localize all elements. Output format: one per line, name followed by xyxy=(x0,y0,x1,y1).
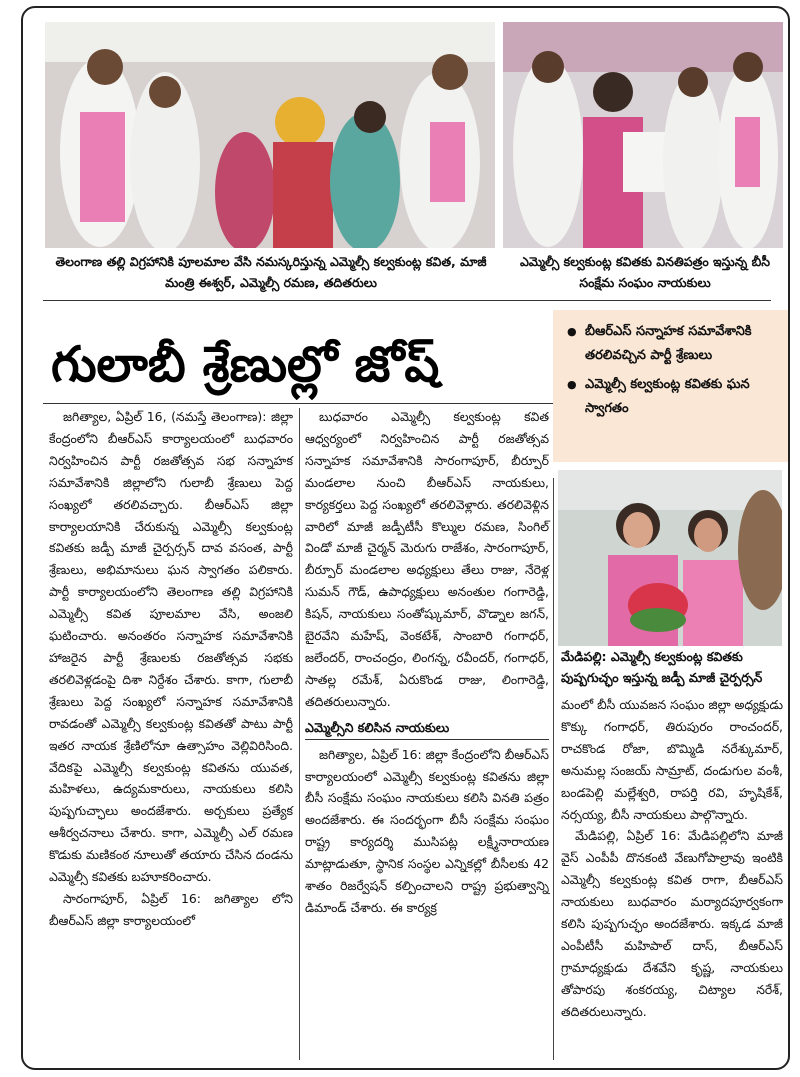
subhead: ఎమ్మెల్సీని కలిసిన నాయకులు xyxy=(305,715,549,740)
section-divider xyxy=(43,403,553,404)
column-divider xyxy=(299,408,300,1060)
article-column-2 xyxy=(305,406,549,919)
article-paragraph: జగిత్యాల, ఏప్రిల్ 16: జిల్లా కేంద్రంలోని బీఆర్ఎస్ కార్యాలయంలో ఎమ్మెల్సీ కల్వకుంట్ల కవితను జిల్లా బీసీ సంక్షేమ సంఘం నాయకులు కలిసి వినతి పత్రం అందజేశారు. ఈ సందర్భంగా బీసీ సంక్షేమ సంఘం రాష్ట్ర కార్యదర్శి ముసిపట్ల లక్ష్మీనారాయణ మాట్లాడుతూ, స్థానిక సంస్థల ఎన్నికల్లో బీసీలకు 42 శాతం రిజర్వేషన్ కల్పించాలని రాష్ట్ర ప్రభుత్వాన్ని డిమాండ్ చేశారు. ఈ కార్యక్ర xyxy=(305,746,549,915)
photo2-caption: ఎమ్మెల్సీ కల్వకుంట్ల కవితకు వినతిపత్రం ఇస్తున్న బీసీ సంక్షేమ సంఘం నాయకులు xyxy=(520,254,770,290)
article-column-1 xyxy=(49,406,293,932)
highlights-box xyxy=(553,310,790,462)
article-paragraph: మేడిపల్లి, ఏప్రిల్ 16: మేడిపల్లిలోని మాజీ వైస్ ఎంపీపీ దొనకంటి వేణుగోపాల్రావు ఇంటికి ఎమ్మెల్సీ కల్వకుంట్ల కవిత రాగా, బీఆర్ఎస్ నాయకులు బుధవారం మర్యాదపూర్వకంగా కలిసి పుష్పగుచ్ఛం అందజేశారు. ఇక్కడ మాజీ ఎంపీటీసీ మహిపాల్ దాస్, బీఆర్ఎస్ గ్రామాధ్యక్షుడు దేశవేని కృష్ణ, నాయకులు తోపారపు శంకరయ్య, చిట్యాల నరేశ్, తదితరులున్నారు. xyxy=(561,828,783,1019)
article-paragraph: బుధవారం ఎమ్మెల్సీ కల్వకుంట్ల కవిత ఆధ్వర్యంలో నిర్వహించిన పార్టీ రజతోత్సవ సన్నాహక సమావేశానికి సారంగాపూర్, బీర్పూర్ మండలాల నుంచి బీఆర్ఎస్ నాయకులు, కార్యకర్తలు పెద్ద సంఖ్యలో తరలివెళ్లారు. తరలివెళ్లిన వారిలో మాజీ జడ్పీటీసీ కొల్ముల రమణ, సింగిల్ విండో మాజీ చైర్మన్ మెరుగు రాజేశం, సారంగాపూర్, బీర్పూర్ మండలాల అధ్యక్షులు తేలు రాజు, నేరెళ్ల సుమన్ గౌడ్, ఉపాధ్యక్షులు అనంతుల గంగారెడ్డి, కిషన్, నాయకులు సంతోష్కుమార్, వొడ్నాల జగన్, బైరవేని మహేష్, వెంకటేశ్, సాంబారి గంగాధర్, జలేందర్, రాంచంద్రం, లింగన్న, రవీందర్, గంగాధర్, సాతల్ల రమేశ్, ఏరుకొండ రాజు, లింగారెడ్డి, తదితరులున్నారు. xyxy=(305,409,549,709)
photo3-caption: మేడిపల్లి: ఎమ్మెల్సీ కల్వకుంట్ల కవితకు పుష్పగుచ్ఛం ఇస్తున్న జడ్పీ మాజీ చైర్పర్సన్ xyxy=(561,649,763,685)
photo-statue-garland xyxy=(45,22,495,248)
article-column-3 xyxy=(561,694,783,1023)
column-divider xyxy=(553,478,554,1060)
photo-bouquet xyxy=(558,470,782,646)
article-paragraph: మంలో బీసీ యువజన సంఘం జిల్లా అధ్యక్షుడు కొక్కు గంగాధర్, తిరుపురం రాంచందర్, రాచకొండ రోజా, బొమ్మిడి నరేశ్కుమార్, అనుమల్ల సంజయ్ సామ్రాట్, దండుగుల వంశీ, బండపెల్లి మల్లేశ్వరి, రాపర్తి రవి, హృషికేశ్, నర్సయ్య, బీసీ నాయకులు పాల్గొన్నారు. xyxy=(561,697,783,822)
highlight-item: ● ఎమ్మెల్సీ కల్వకుంట్ల కవితకు ఘన స్వాగతం xyxy=(567,373,790,421)
caption-divider xyxy=(43,300,771,301)
article-paragraph: సారంగాపూర్, ఏప్రిల్ 16: జగిత్యాల లోని బీఆర్ఎస్ జిల్లా కార్యాలయంలో xyxy=(49,890,293,928)
news-clipping xyxy=(21,6,790,1070)
photo-petition xyxy=(503,22,783,248)
photo1-caption: తెలంగాణ తల్లి విగ్రహానికి పూలమాల వేసి నమస్కరిస్తున్న ఎమ్మెల్సీ కల్వకుంట్ల కవిత, మాజీ మంత్రి ఈశ్వర్, ఎమ్మెల్సీ రమణ, తదితరులు xyxy=(55,254,487,290)
highlight-item: ● బీఆర్ఎస్ సన్నాహక సమావేశానికి తరలివచ్చిన పార్టీ శ్రేణులు xyxy=(567,320,790,368)
headline: గులాబీ శ్రేణుల్లో జోష్ xyxy=(51,336,440,393)
article-paragraph: జగిత్యాల, ఏప్రిల్ 16, (నమస్తే తెలంగాణ): జిల్లా కేంద్రంలోని బీఆర్ఎస్ కార్యాలయంలో బుధవారం నిర్వహించిన పార్టీ రజతోత్సవ సభ సన్నాహక సమావేశానికి జిల్లాలోని గులాబీ శ్రేణులు పెద్ద సంఖ్యలో తరలివచ్చారు. బీఆర్ఎస్ జిల్లా కార్యాలయానికి చేరుకున్న ఎమ్మెల్సీ కల్వకుంట్ల కవితకు జడ్పీ మాజీ చైర్పర్సన్ దావ వసంత, పార్టీ శ్రేణులు, అభిమానులు ఘన స్వాగతం పలికారు. పార్టీ కార్యాలయంలోని తెలంగాణ తల్లి విగ్రహానికి ఎమ్మెల్సీ కవిత పూలమాల వేసి, అంజలి ఘటించారు. అనంతరం సన్నాహక సమావేశానికి హాజరైన పార్టీ శ్రేణులకు రజతోత్సవ సభకు తరలివెళ్లడంపై దిశా నిర్దేశం చేశారు. కాగా, గులాబీ శ్రేణులు పెద్ద సంఖ్యలో సన్నాహక సమావేశానికి రావడంతో ఎమ్మెల్సీ కల్వకుంట్ల కవితతో పాటు పార్టీ ఇతర నాయక శ్రేణిలోనూ ఉత్సాహం వెల్లివిరిసింది. వేదికపై ఎమ్మెల్సీ కల్వకుంట్ల కవితను యువత, మహిళలు, ఉద్యమకారులు, నాయకులు కలిసి పుష్పగుచ్ఛాలు అందజేశారు. అర్చకులు ప్రత్యేక ఆశీర్వచనాలు చేశారు. కాగా, ఎమ్మెల్సీ ఎల్ రమణ కొడుకు మణికంఠ నూలుతో తయారు చేసిన దండను ఎమ్మెల్సీ కవితకు బహూకరించారు. xyxy=(49,409,293,885)
